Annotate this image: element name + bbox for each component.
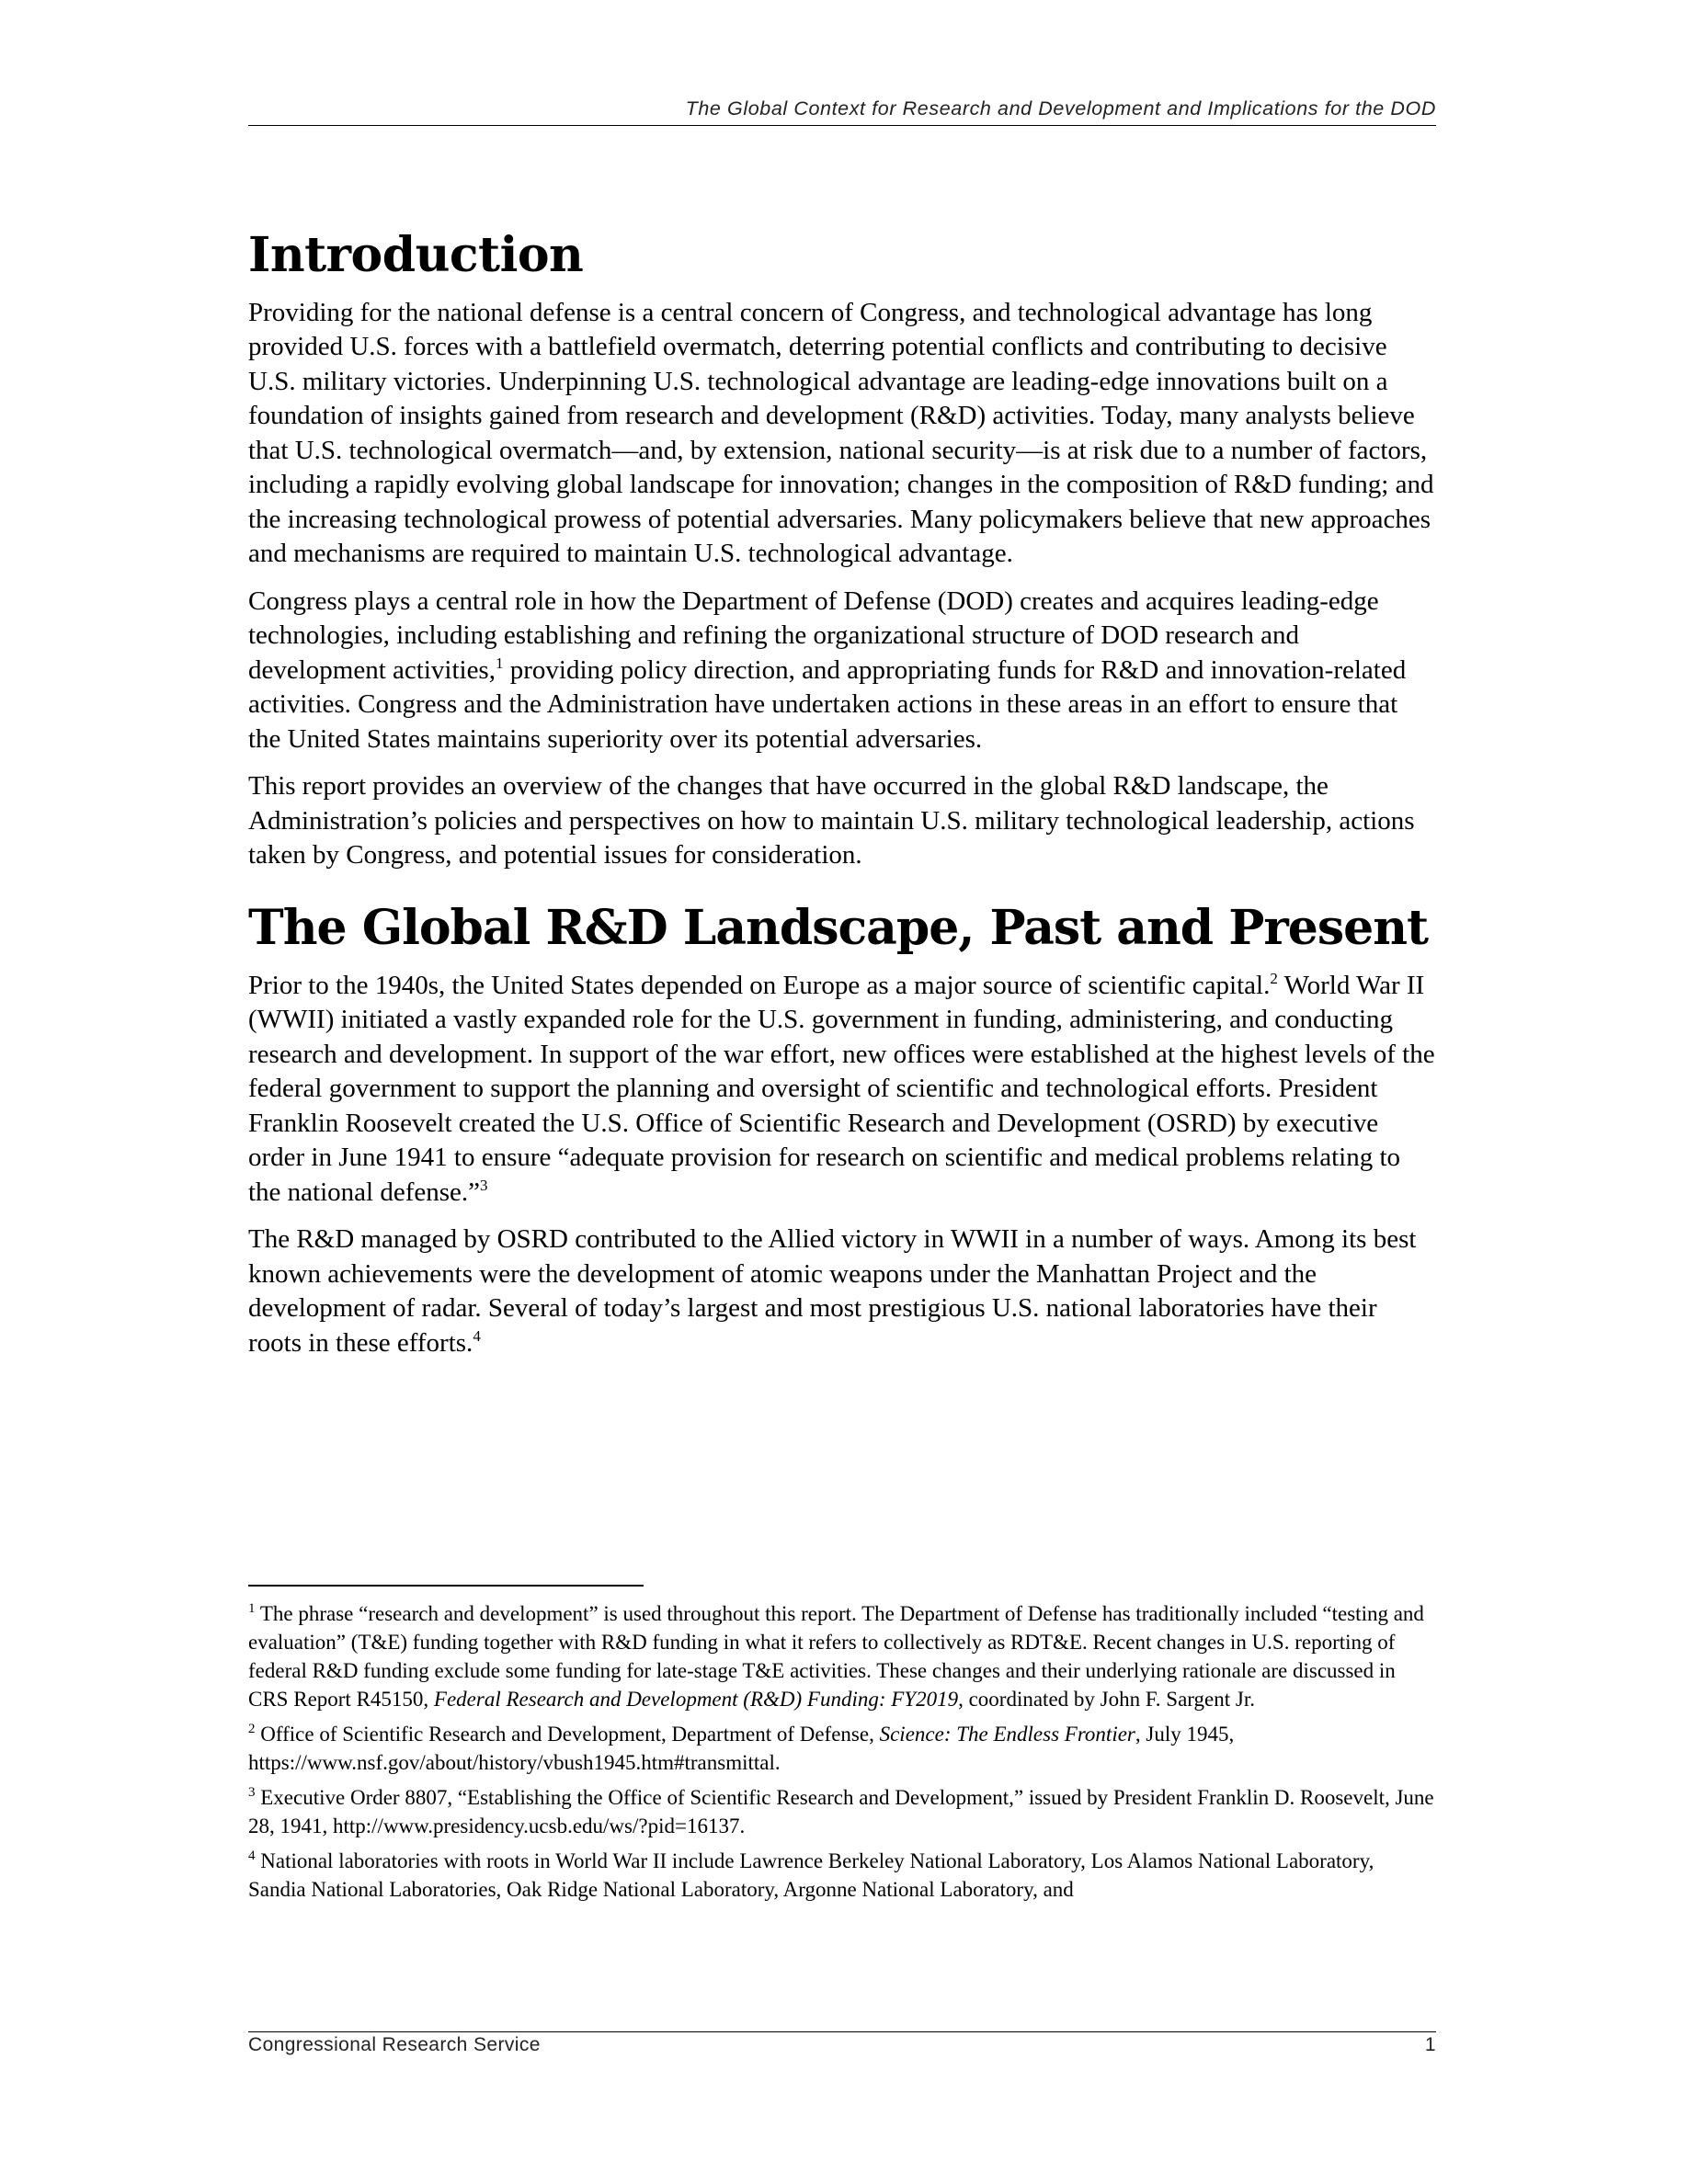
footer-publisher: Congressional Research Service [248, 2034, 541, 2055]
footnote-1 [248, 1599, 1436, 1713]
footnote-number: 3 [248, 1785, 256, 1800]
paragraph-text: Congress plays a central role in how the Department of Defense (DOD) creates and acquires leading-edge technologies, including establishing and refining the organizational structure of DOD research and development activities, [248, 586, 1379, 685]
page-body [248, 219, 1436, 1373]
footnote-text: The phrase “research and development” is used throughout this report. The Department of Defense has traditionally included “testing and evaluation” (T&E) funding together with R&D funding in what it refers to collectively as RDT&E. Recent changes in U.S. reporting of federal R&D funding exclude some funding for late-stage T&E activities. These changes and their underlying rationale are discussed in CRS Report R45150, [248, 1602, 1424, 1711]
intro-paragraph-2 [248, 585, 1436, 757]
footnote-4 [248, 1847, 1436, 1904]
footnote-text: , July 1945, https://www.nsf.gov/about/history/vbush1945.htm#transmittal. [248, 1723, 1235, 1774]
footnote-title: Science: The Endless Frontier [879, 1723, 1135, 1746]
footnote-text: Executive Order 8807, “Establishing the Office of Scientific Research and Development,” issued by President Franklin D. Roosevelt, June 28, 1941, http://www.presidency.ucsb.edu/ws/?pid=16137. [248, 1786, 1434, 1837]
footnote-title: Federal Research and Development (R&D) Funding: FY2019 [433, 1688, 959, 1711]
footnote-2 [248, 1720, 1436, 1777]
running-header: The Global Context for Research and Development and Implications for the DOD [248, 97, 1436, 126]
page-number: 1 [1424, 2034, 1436, 2055]
footnote-separator [248, 1585, 644, 1587]
footnote-number: 4 [248, 1848, 256, 1863]
section-heading-introduction: Introduction [248, 227, 584, 283]
footnote-3 [248, 1783, 1436, 1840]
intro-paragraph-1: Providing for the national defense is a central concern of Congress, and technological advantage has long provided U.S. forces with a battlefield overmatch, deterring potential conflicts and contributing to decisive U.S. military victories. Underpinning U.S. technological advantage are leading-edge innovations built on a foundation of insights gained from research and development (R&D) activities. Today, many analysts believe that U.S. technological overmatch—and, by extension, national security—is at risk due to a number of factors, including a rapidly evolving global landscape for innovation; changes in the composition of R&D funding; and the increasing technological prowess of potential adversaries. Many policymakers believe that new approaches and mechanisms are required to maintain U.S. technological advantage. [248, 297, 1434, 569]
section-heading-global-landscape: The Global R&D Landscape, Past and Present [248, 899, 1429, 956]
paragraph-text: World War II (WWII) initiated a vastly expanded role for the U.S. government in funding, administering, and conducting research and development. In support of the war effort, new offices were established at the highest levels of the federal government to support the planning and oversight of scientific and technological efforts. President Franklin Roosevelt created the U.S. Office of Scientific Research and Development (OSRD) by executive order in June 1941 to ensure “adequate provision for research on scientific and medical problems relating to the national defense.” [248, 970, 1435, 1207]
footnote-ref-2[interactable]: 2 [1270, 969, 1278, 987]
running-footer [248, 2031, 1436, 2056]
landscape-paragraph-2 [248, 1223, 1436, 1360]
footnote-text: , coordinated by John F. Sargent Jr. [958, 1688, 1255, 1711]
paragraph-text: Prior to the 1940s, the United States depended on Europe as a major source of scientific capital. [248, 970, 1271, 1000]
footnote-ref-4[interactable]: 4 [473, 1326, 481, 1345]
footnote-ref-3[interactable]: 3 [480, 1176, 488, 1194]
paragraph-text: The R&D managed by OSRD contributed to the Allied victory in WWII in a number of ways. Among its best known achievements were the development of atomic weapons under the Manhattan Project and the development of radar. Several of today’s largest and most prestigious U.S. national laboratories have their roots in these efforts. [248, 1224, 1417, 1358]
paragraph-text: providing policy direction, and appropriating funds for R&D and innovation-related activities. Congress and the Administration have undertaken actions in these areas in an effort to ensure that the United States maintains superiority over its potential adversaries. [248, 654, 1407, 754]
footnote-number: 1 [248, 1601, 256, 1616]
footnote-text: Office of Scientific Research and Development, Department of Defense, [260, 1723, 880, 1746]
landscape-paragraph-1 [248, 969, 1436, 1211]
footnote-text: National laboratories with roots in World War II include Lawrence Berkeley National Laboratory, Los Alamos National Laboratory, Sandia National Laboratories, Oak Ridge National Laboratory, Argonne National Laboratory, and [248, 1849, 1374, 1901]
footnotes [248, 1599, 1436, 1910]
footnote-number: 2 [248, 1722, 256, 1736]
intro-paragraph-3: This report provides an overview of the changes that have occurred in the global R&D landscape, the Administration’s policies and perspectives on how to maintain U.S. military technological leadership, actions taken by Congress, and potential issues for consideration. [248, 771, 1415, 870]
footnote-ref-1[interactable]: 1 [495, 654, 504, 672]
